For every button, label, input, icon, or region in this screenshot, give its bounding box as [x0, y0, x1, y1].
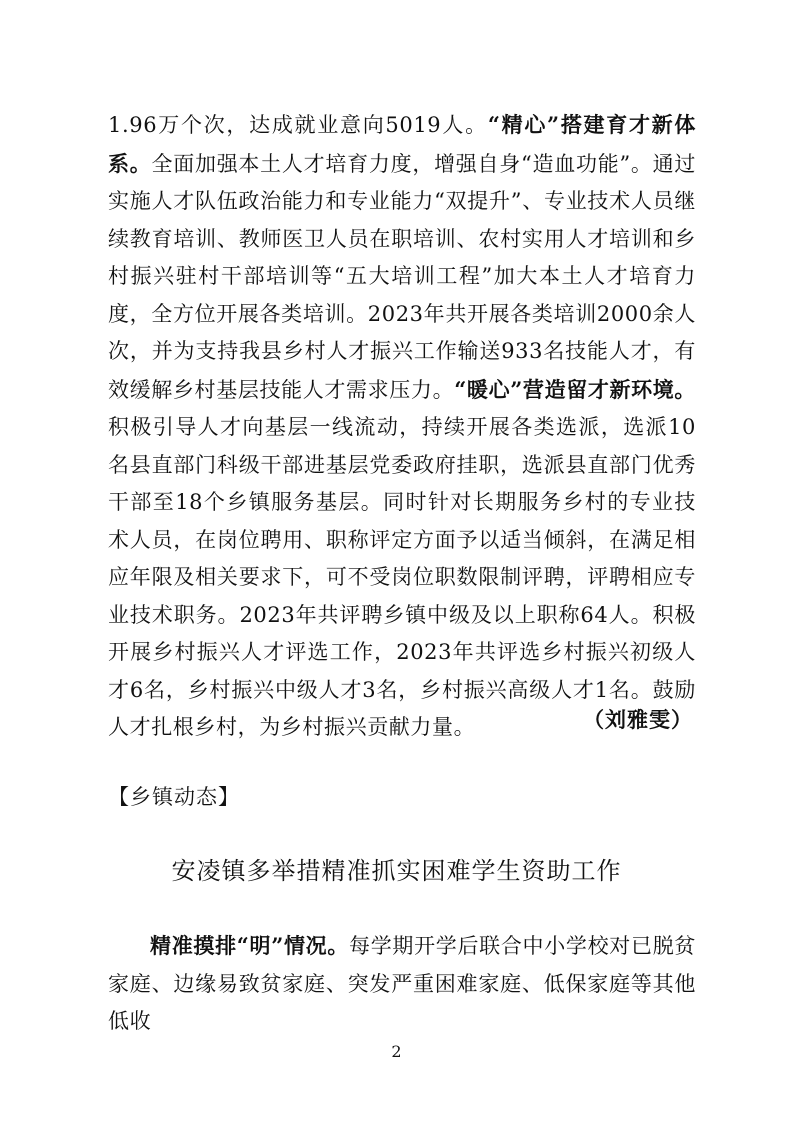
- article-heading-retention: “暖心”营造留才新环境。: [454, 376, 696, 402]
- article-heading-cultivation: “精心”搭建育才新体系。: [108, 112, 696, 176]
- news-title: 安凌镇多举措精准抓实困难学生资助工作: [171, 857, 622, 885]
- article-body: [108, 106, 696, 747]
- article-author: （刘雅雯）: [583, 707, 693, 732]
- news-lead-text: 每学期开学后联合中小学校对已脱贫家庭、边缘易致贫家庭、突发严重困难家庭、低保家庭等其他低收: [108, 934, 696, 1033]
- article-sentence-1: 1.96万个次，达成就业意向5019人。: [108, 113, 488, 137]
- page-number: 2: [391, 1042, 402, 1061]
- news-intro: [108, 927, 696, 1041]
- section-label: 【乡镇动态】: [108, 785, 240, 809]
- article-sentence-2: 全面加强本土人才培育力度，增强自身“造血功能”。通过实施人才队伍政治能力和专业能力“双提升”、专业技术人员继续教育培训、教师医卫人员在职培训、农村实用人才培训和乡村振兴驻村干部培训等“五大培训工程”加大本土人才培育力度，全方位开展各类培训。2023年共开展各类培训2000余人次，并为支持我县乡村人才振兴工作输送933名技能人才，有效缓解乡村基层技能人才需求压力。: [108, 151, 696, 402]
- article-sentence-3: 积极引导人才向基层一线流动，持续开展各类选派，选派10名县直部门科级干部进基层党委政府挂职，选派县直部门优秀干部至18个乡镇服务基层。同时针对长期服务乡村的专业技术人员，在岗位聘用、职称评定方面予以适当倾斜，在满足相应年限及相关要求下，可不受岗位职数限制评聘，评聘相应专业技术职务。2023年共评聘乡镇中级及以上职称64人。积极开展乡村振兴人才评选工作，2023年共评选乡村振兴初级人才6名，乡村振兴中级人才3名，乡村振兴高级人才1名。鼓励人才扎根乡村，为乡村振兴贡献力量。: [108, 415, 696, 739]
- news-lead-heading: 精准摸排“明”情况。: [150, 933, 350, 958]
